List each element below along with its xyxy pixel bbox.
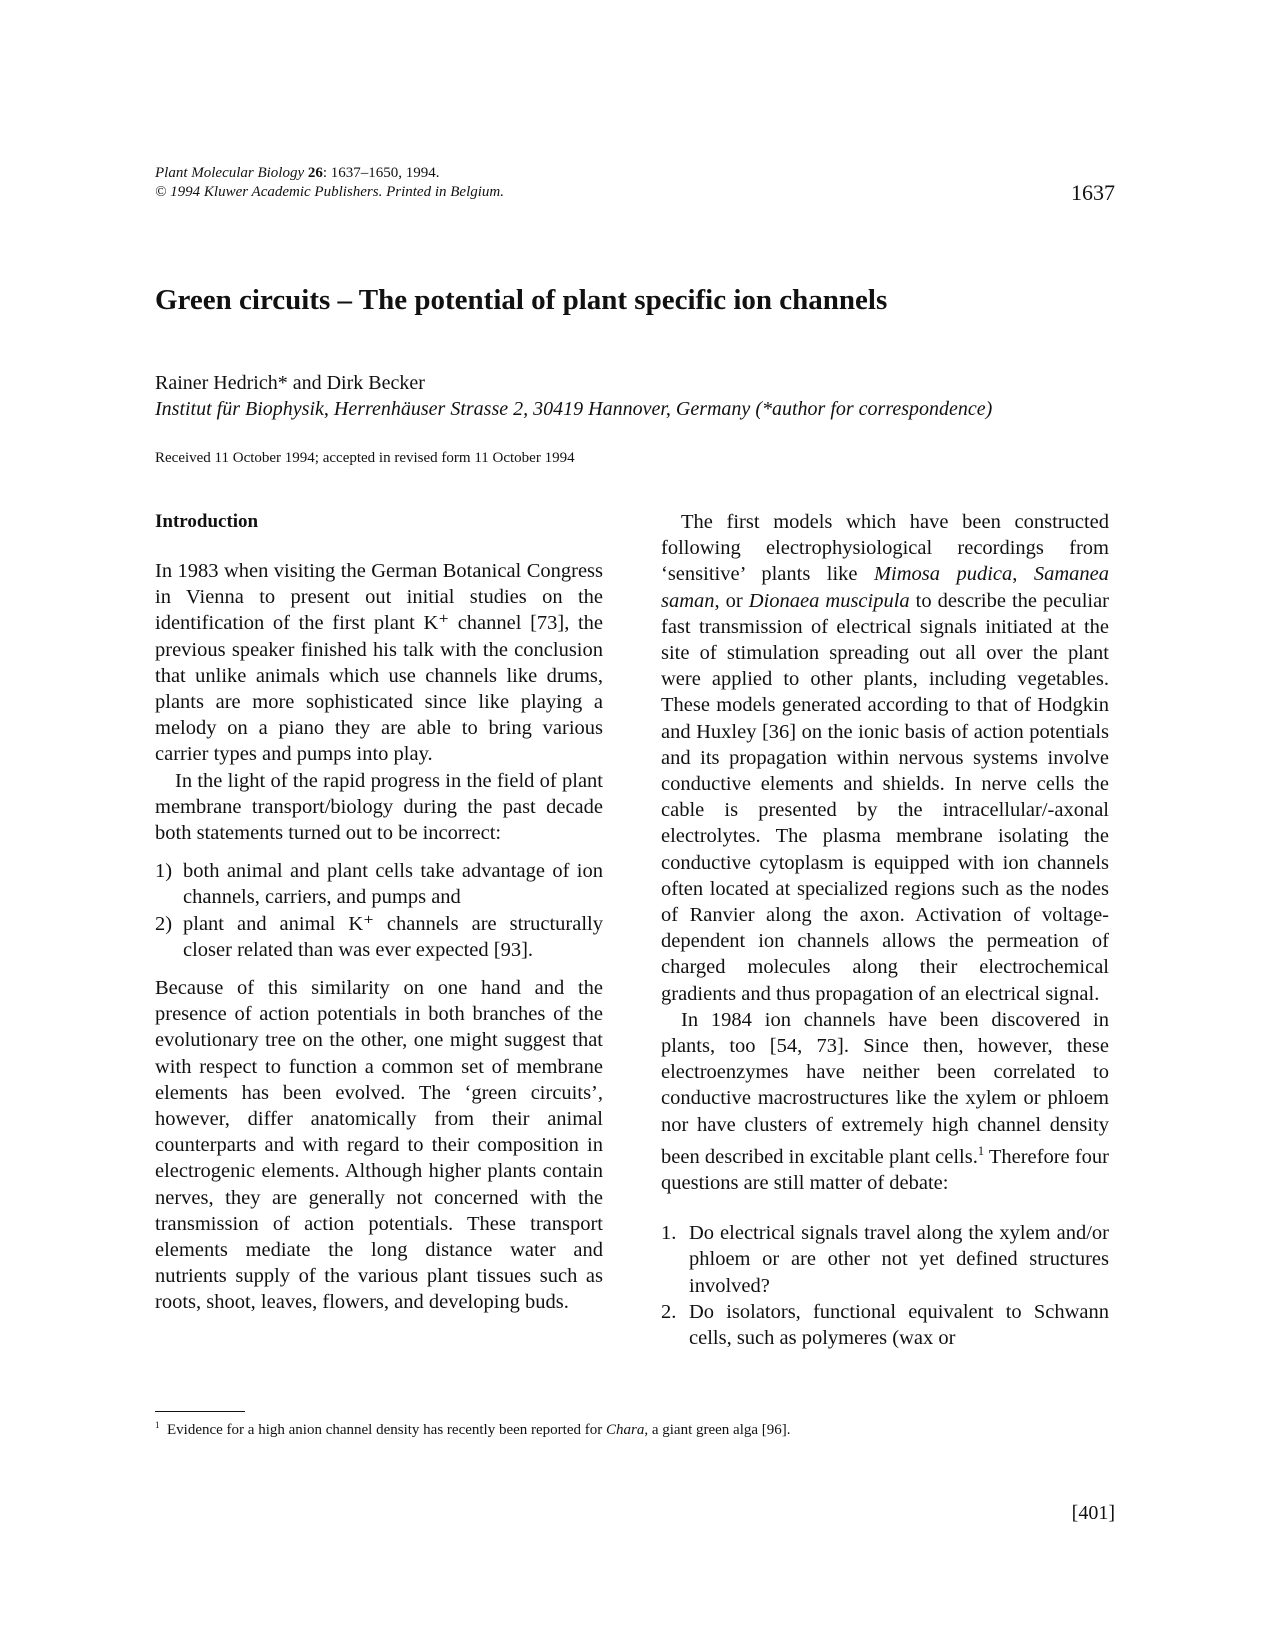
- paragraph: [661, 509, 1109, 1007]
- text-run: , or: [714, 589, 749, 612]
- list-text: Do electrical signals travel along the xylem and/or phloem or are other not yet defined structures involved?: [689, 1222, 1109, 1297]
- footnote-text: , a giant green alga [96].: [644, 1422, 791, 1438]
- journal-line-1: [155, 164, 504, 183]
- list-item: [661, 1299, 1109, 1351]
- received-date: Received 11 October 1994; accepted in revised form 11 October 1994: [155, 450, 575, 466]
- footnote-text: Evidence for a high anion channel density has recently been reported for: [167, 1422, 606, 1438]
- footnote-mark: 1: [155, 1420, 160, 1430]
- species-name: Dionaea muscipula: [748, 589, 910, 612]
- text-run: to describe the peculiar fast transmission of electrical signals initiated at the site of stimulation spreading out all over the plant were applied to other plants, including vegetables. These models generated according to that of Hodgkin and Huxley [36] on the ionic basis of action potentials and its propagation within nervous systems involve conductive elements and shields. In nerve cells the cable is presented by the intracellular/-axonal electrolytes. The plasma membrane isolating the conductive cytoplasm is equipped with ion channels often located at specialized regions such as the nodes of Ranvier along the axon. Activation of voltage-dependent ion channels allows the permeation of charged molecules along their electrochemical gradients and thus propagation of an electrical signal.: [661, 589, 1110, 1005]
- text-run: In 1984 ion channels have been discovered in plants, too [54, 73]. Since then, however, these electroenzymes have neither been correlated to conductive macrostructures like the xylem or phloem nor have clusters of extremely high channel density been described in excitable plant cells.: [661, 1008, 1109, 1168]
- journal-name: Plant Molecular Biology: [155, 165, 305, 181]
- paragraph: In 1983 when visiting the German Botanical Congress in Vienna to present out initial studies on the identification of the first plant K⁺ channel [73], the previous speaker finished his talk with the conclusion that unlike animals which use channels like drums, plants are more sophisticated since like playing a melody on a piano they are able to bring various carrier types and pumps into play.: [155, 560, 603, 766]
- list-number: 1.: [661, 1222, 677, 1245]
- list-item: [155, 911, 603, 963]
- right-column: [661, 509, 1109, 1351]
- section-heading-introduction: Introduction: [155, 511, 259, 532]
- species-name: Samanea saman: [661, 563, 1109, 612]
- list-item: [155, 858, 603, 910]
- species-name: Mimosa pudica: [873, 563, 1013, 586]
- numbered-list: [661, 1220, 1109, 1351]
- paragraph: [661, 1007, 1109, 1196]
- list-text: both animal and plant cells take advantage of ion channels, carriers, and pumps and: [183, 860, 603, 909]
- paragraph: In the light of the rapid progress in the field of plant membrane transport/biology during the past decade both statements turned out to be incorrect:: [155, 769, 603, 845]
- list-number: 2): [155, 912, 173, 935]
- text-run: ,: [1012, 563, 1034, 586]
- list-text: plant and animal K⁺ channels are structurally closer related than was ever expected [93].: [183, 912, 603, 961]
- text-run: Therefore four questions are still matter of debate:: [661, 1145, 1110, 1194]
- text-run: The first models which have been constructed following electrophysiological recordings from ‘sensitive’ plants like: [661, 511, 1109, 586]
- journal-volume: 26: [307, 165, 323, 181]
- footnote-italic: Chara: [606, 1422, 645, 1438]
- footnote: [155, 1420, 791, 1439]
- list-item: [661, 1220, 1109, 1299]
- bracket-page-number: [401]: [1071, 1502, 1115, 1524]
- copyright-line: © 1994 Kluwer Academic Publishers. Printed in Belgium.: [155, 184, 504, 200]
- article-affiliation: Institut für Biophysik, Herrenhäuser Strasse 2, 30419 Hannover, Germany (*author for correspondence): [155, 398, 993, 420]
- list-number: 1): [155, 860, 173, 883]
- list-text: Do isolators, functional equivalent to Schwann cells, such as polymeres (wax or: [689, 1300, 1109, 1349]
- list-number: 2.: [661, 1300, 677, 1323]
- footnote-marker: 1: [977, 1143, 985, 1158]
- footnote-rule: [155, 1411, 245, 1412]
- paragraph: Because of this similarity on one hand and the presence of action potentials in both branches of the evolutionary tree on the other, one might suggest that with respect to function a common set of membrane elements has been evolved. The ‘green circuits’, however, differ anatomically from their animal counterparts and with regard to their composition in electrogenic elements. Although higher plants contain nerves, they are generally not concerned with the transmission of action potentials. These transport elements mediate the long distance water and nutrients supply of the various plant tissues such as roots, shoot, leaves, flowers, and developing buds.: [155, 977, 603, 1314]
- numbered-list: [155, 858, 603, 963]
- article-authors: Rainer Hedrich* and Dirk Becker: [155, 372, 425, 394]
- left-column: [155, 509, 603, 1316]
- journal-citation: [155, 164, 504, 202]
- journal-pages: : 1637–1650, 1994.: [322, 165, 440, 181]
- page-number: 1637: [1071, 180, 1115, 205]
- article-title: Green circuits – The potential of plant specific ion channels: [155, 284, 888, 316]
